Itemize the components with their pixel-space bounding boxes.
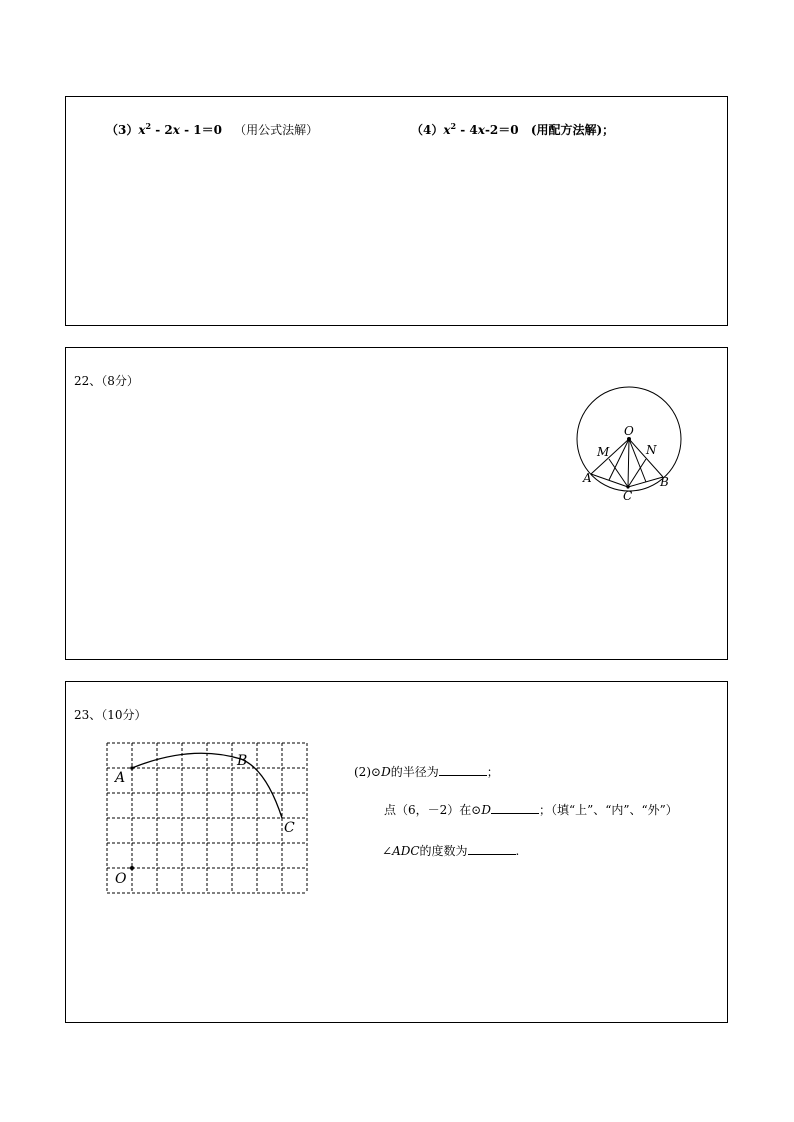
label-O: O: [624, 424, 634, 438]
text: ；: [486, 765, 499, 779]
label-O: O: [115, 871, 127, 887]
circle-symbol: (2)⊙: [354, 765, 382, 779]
exponent: 2: [145, 121, 152, 131]
q2-radius-line: [354, 763, 499, 780]
var-D: D: [381, 765, 391, 779]
var-D: D: [481, 803, 491, 817]
problem-3-method: （用公式法解）: [234, 123, 319, 137]
segment-MC: [609, 459, 628, 487]
answer-box-problem-21: [65, 96, 728, 326]
exponent: 2: [450, 121, 457, 131]
label-B: B: [237, 753, 248, 769]
q2-point-position-line: [384, 801, 678, 818]
problem-23-heading: 23、（10分）: [74, 708, 147, 722]
text: .: [515, 844, 520, 858]
label-C: C: [623, 489, 633, 503]
text: 的度数为: [419, 844, 468, 858]
q2-angle-line: [382, 842, 519, 859]
angle-symbol: ∠: [382, 844, 393, 858]
segment-OC: [628, 439, 629, 487]
point-O: [130, 866, 134, 870]
var-x: x: [443, 123, 451, 137]
grid-figure: [101, 739, 311, 897]
problem-4-method: (用配方法解)；: [530, 123, 615, 137]
label-C: C: [284, 820, 295, 836]
label-B: B: [660, 475, 669, 489]
label-A: A: [115, 770, 126, 786]
problem-3-equation: [106, 121, 318, 138]
var-x: x: [172, 123, 180, 137]
eq-part: - 2: [151, 123, 173, 137]
label-N: N: [646, 443, 657, 457]
radius-blank[interactable]: [439, 763, 487, 776]
text: 的半径为: [390, 765, 439, 779]
position-blank[interactable]: [491, 801, 539, 814]
label-A: A: [583, 471, 592, 485]
answer-box-problem-22: [65, 347, 728, 660]
problem-4-equation: [411, 121, 614, 138]
eq-part: - 1＝0: [179, 123, 222, 137]
label-M: M: [597, 445, 610, 459]
point-A: [130, 766, 134, 770]
problem-22-heading: 22、（8分）: [74, 374, 139, 388]
var-x: x: [477, 123, 485, 137]
segment-AC: [591, 474, 628, 487]
angle-blank[interactable]: [468, 842, 516, 855]
answer-box-problem-23: [65, 681, 728, 1023]
eq-part: - 4: [456, 123, 478, 137]
problem-4-number: （4）: [411, 123, 444, 137]
text: ；（填“上”、“内”、“外”）: [538, 803, 678, 817]
circle-figure: [571, 383, 701, 508]
var-ADC: ADC: [392, 844, 420, 858]
text: 点（6，－2）在⊙: [384, 803, 482, 817]
problem-3-number: （3）: [106, 123, 139, 137]
eq-part: -2＝0: [484, 123, 519, 137]
segment-ON: [629, 439, 646, 482]
var-x: x: [138, 123, 146, 137]
